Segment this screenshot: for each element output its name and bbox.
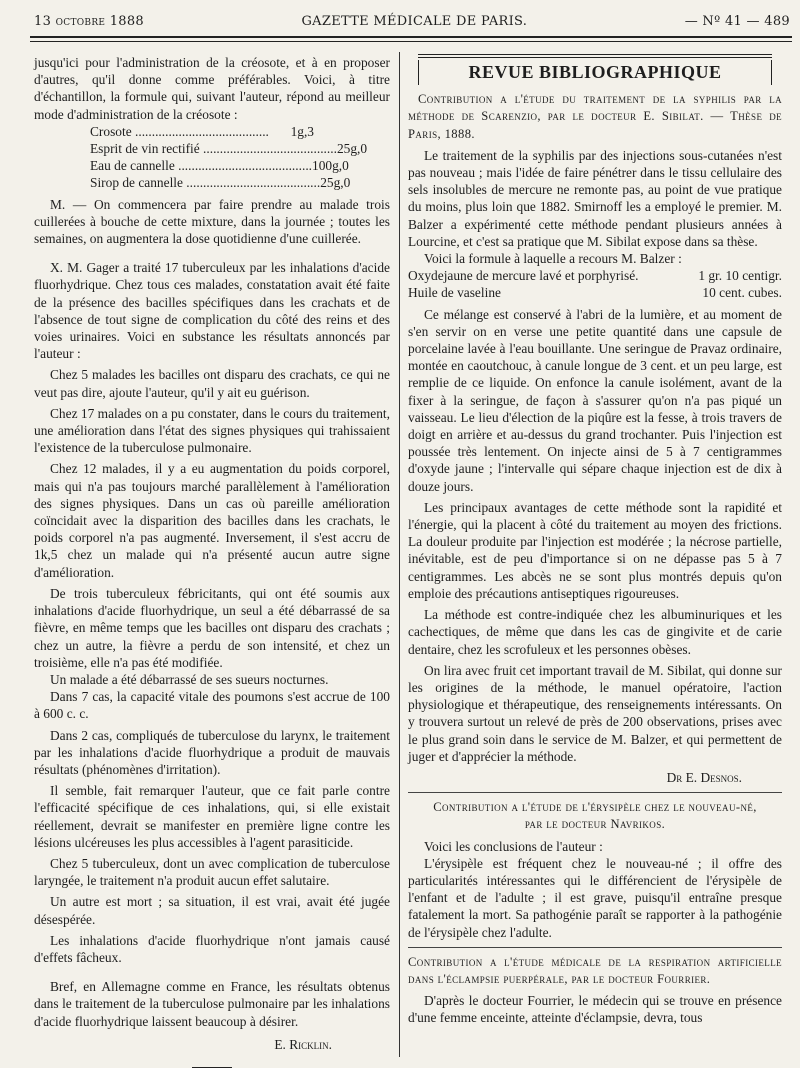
result-paragraph: Chez 12 malades, il y a eu augmentation du poids corporel, mais qui n'a pas toujours marché parallèlement à l'amélioration des signes physiques. Dans un cas où pareille amélioration coïncidait avec la disparition des bacilles dans les crachats, le poids corporel n'a pas augmenté. Inversement, il s'est accru de 1k,5 chez un malade qui n'a présenté aucun autre signe d'amélioration. (34, 461, 390, 580)
recipe-dose: 1g,3 (290, 123, 314, 139)
dosage-paragraph: M. — On commencera par faire prendre au malade trois cuillerées à bouche de cette mixture, dans la journée ; toutes les semaines, on augmentera la dose quotidienne d'une cuillerée. (34, 196, 390, 247)
formula-ingredient: Huile de vaseline (408, 285, 501, 301)
recipe-dose: 25g,0 (320, 175, 351, 191)
balzer-formula (408, 267, 782, 301)
formula-ingredient: Oxydejaune de mercure lavé et porphyrisé. (408, 268, 639, 284)
recipe-ingredient: Esprit de vin rectifié ........................................ (90, 141, 337, 157)
article-paragraph: Voici la formule à laquelle a recours M. Balzer : (424, 251, 682, 267)
recipe-row (90, 140, 368, 157)
formula-row (408, 267, 782, 284)
header-title: GAZETTE MÉDICALE DE PARIS. (301, 14, 528, 29)
header-rule-thin (30, 41, 792, 42)
result-paragraph: Dans 7 cas, la capacité vitale des poumons s'est accrue de 100 à 600 c. c. (34, 689, 390, 722)
article-paragraph: Voici les conclusions de l'auteur : (424, 838, 603, 854)
article-paragraph: Ce mélange est conservé à l'abri de la lumière, et au moment de s'en servir on en verse une petite quantité dans une capsule de porcelaine lavée à l'eau bouillante. Une seringue de Pravaz ordinaire, montée en caoutchouc, à canule longue de 3 cent. et un peu large, est remplie de ce liquide. On enfonce la canule isolément, avant de la fixer à la seringue, de façon à s'assurer qu'on n'a pas piqué un vaisseau. Le lieu d'élection de la piqûre est la fesse, à trois travers de doigt en arrière et au-dessus du grand trochanter. Puis l'injection est poussée très lentement. On injecte ainsi de 5 à 7 centigrammes d'oxyde jaune ; l'intervalle qui sépare chaque injection est de dix à douze jours. (408, 306, 782, 494)
header-issue: — Nº 41 — 489 (684, 14, 790, 29)
recipe-row (90, 123, 314, 140)
article-separator (408, 792, 782, 793)
result-paragraph: Un malade a été débarrassé de ses sueurs nocturnes. (50, 671, 329, 687)
article-paragraph: On lira avec fruit cet important travail de M. Sibilat, qui donne sur les origines de la méthode, le manuel opératoire, l'action physiologique et thérapeutique, des renseignements intéressants. On y trouvera surtout un relevé de près de 200 observations, prises avec le plus grand soin dans le service de M. Balzer, et qui permettent de juger et d'apprécier la méthode. (408, 662, 782, 764)
recipe-ingredient: Sirop de cannelle ........................................ (90, 175, 321, 191)
result-paragraph: Chez 5 tuberculeux, dont un avec complication de tuberculose laryngée, le traitement n'a produit aucun effet salutaire. (34, 855, 390, 889)
article-paragraph: L'érysipèle est fréquent chez le nouveau-né ; il offre des particularités intéressantes qui le différencient de l'érysipèle de l'enfant et de l'adulte ; il est grave, puisqu'il entraîne presque fatalement la mort. Sa pathogénie paraît se rapporter à la pathogénie de l'érysipèle chez l'adulte. (408, 855, 782, 940)
article-heading: Contribution a l'étude du traitement de la syphilis par la méthode de Scarenzio, par le docteur E. Sibilat. — Thèse de Paris, 1888. (408, 92, 782, 141)
header-rule-thick (30, 36, 792, 38)
formula-dose: 1 gr. 10 centigr. (698, 268, 782, 284)
author-signature: E. Ricklin. (274, 1036, 332, 1052)
title-box-top (418, 54, 772, 58)
result-paragraph: De trois tuberculeux fébricitants, qui ont été soumis aux inhalations d'acide fluorhydrique, un seul a été débarrassé de sa fièvre, en même temps que les bacilles ont disparu des crachats ; chez un autre, la fièvre a perdu de son intensité, et chez un troisième, elle n'a pas été modifiée. (34, 585, 390, 670)
result-paragraph: Un autre est mort ; sa situation, il est vrai, avait été jugée désespérée. (34, 894, 390, 927)
recipe-ingredient: Eau de cannelle ........................................ (90, 158, 313, 174)
article-paragraph: D'après le docteur Fourrier, le médecin qui se trouve en présence d'une femme enceinte, atteinte d'éclampsie, devra, tous (408, 993, 782, 1026)
creosote-recipe (90, 123, 368, 192)
header-date: 13 octobre 1888 (34, 14, 144, 29)
reviewer-signature: Dr E. Desnos. (666, 769, 742, 785)
column-divider (399, 52, 400, 1057)
article-heading: Contribution a l'étude médicale de la respiration artificielle dans l'éclampsie puerpérale, par le docteur Fourrier. (408, 954, 782, 986)
result-paragraph: Il semble, fait remarquer l'auteur, que ce fait parle contre l'efficacité spécifique de ces inhalations, qui, si elle existait réellement, devrait se manifester en première ligne contre les lésions ulcéreuses les plus accessibles à l'agent parasiticide. (34, 783, 390, 850)
recipe-row (90, 157, 349, 174)
section-title: REVUE BIBLIOGRAPHIQUE (418, 60, 772, 85)
article-paragraph: Le traitement de la syphilis par des injections sous-cutanées n'est pas nouveau ; mais l'idée de faire pénétrer dans le tissu cellulaire des sels insolubles de mercure ne remonte pas, au point de vue pratique du moins, plus loin que 1882. Smirnoff les a employé le premier. M. Balzer a expérimenté cette méthode pendant plusieurs années à Lourcine, et c'est sa pratique que M. Sibilat expose dans sa thèse. (408, 147, 782, 249)
result-paragraph: Les inhalations d'acide fluorhydrique n'ont jamais causé d'effets fâcheux. (34, 932, 390, 965)
result-paragraph: Dans 2 cas, compliqués de tuberculose du larynx, le traitement par les inhalations d'acide fluorhydrique a produit de mauvais résultats (phénomènes d'irritation). (34, 727, 390, 777)
right-column (408, 54, 782, 1027)
intro-paragraph: jusqu'ici pour l'administration de la créosote, et à en proposer d'autres, qu'il donne comme préférables. Voici, à titre d'échantillon, la formule qui, suivant l'auteur, répond au meilleur mode d'administration de la créosote : (34, 55, 390, 122)
article-paragraph: La méthode est contre-indiquée chez les albuminuriques et les cachectiques, de même que dans les cas de gingivite et de carie dentaire, chez les scrofuleux et les personnes obèses. (408, 607, 782, 657)
recipe-dose: 25g,0 (336, 141, 368, 157)
recipe-ingredient: Crosote ........................................ (90, 123, 269, 139)
article-paragraph: Les principaux avantages de cette méthode sont la rapidité et l'énergie, qui la placent à côté du traitement au moyen des frictions. La douleur produite par l'injection est modérée ; la nécrose partielle, inévitable, est de peu d'importance si on ne dépasse pas 5 à 7 centigrammes. Les abcès ne se sont plus montrés depuis qu'on emploie des précautions antiseptiques rigoureuses. (408, 499, 782, 601)
article-separator (408, 947, 782, 948)
result-paragraph: Chez 5 malades les bacilles ont disparu des crachats, ce qui ne veut pas dire, ajoute l'auteur, qu'il y ait eu guérison. (34, 367, 390, 400)
page-header (34, 14, 790, 36)
article-heading: Contribution a l'étude de l'érysipèle chez le nouveau-né, (433, 800, 757, 815)
conclusion-paragraph: Bref, en Allemagne comme en France, les résultats obtenus dans le traitement de la tuberculose pulmonaire par les inhalations d'acide fluorhydrique laissent beaucoup à désirer. (34, 979, 390, 1029)
left-column (34, 54, 390, 1068)
result-paragraph: Chez 17 malades on a pu constater, dans le cours du traitement, une amélioration dans l'état des signes physiques qui trahissaient l'existence de la tuberculose pulmonaire. (34, 405, 390, 456)
recipe-dose: 100g,0 (312, 158, 349, 174)
recipe-row (90, 174, 351, 191)
article-heading-author: par le docteur Navrikos. (524, 817, 666, 832)
formula-dose: 10 cent. cubes. (702, 285, 782, 301)
formula-row (408, 284, 782, 301)
gager-paragraph: X. M. Gager a traité 17 tuberculeux par les inhalations d'acide fluorhydrique. Chez tous ces malades, constatation avait été faite de la présence des bacilles spécifiques dans les crachats et de l'absence de tout signe de complication du côté des reins et des voies urinaires. Voici en substance les résultats annoncés par l'auteur : (34, 260, 390, 362)
